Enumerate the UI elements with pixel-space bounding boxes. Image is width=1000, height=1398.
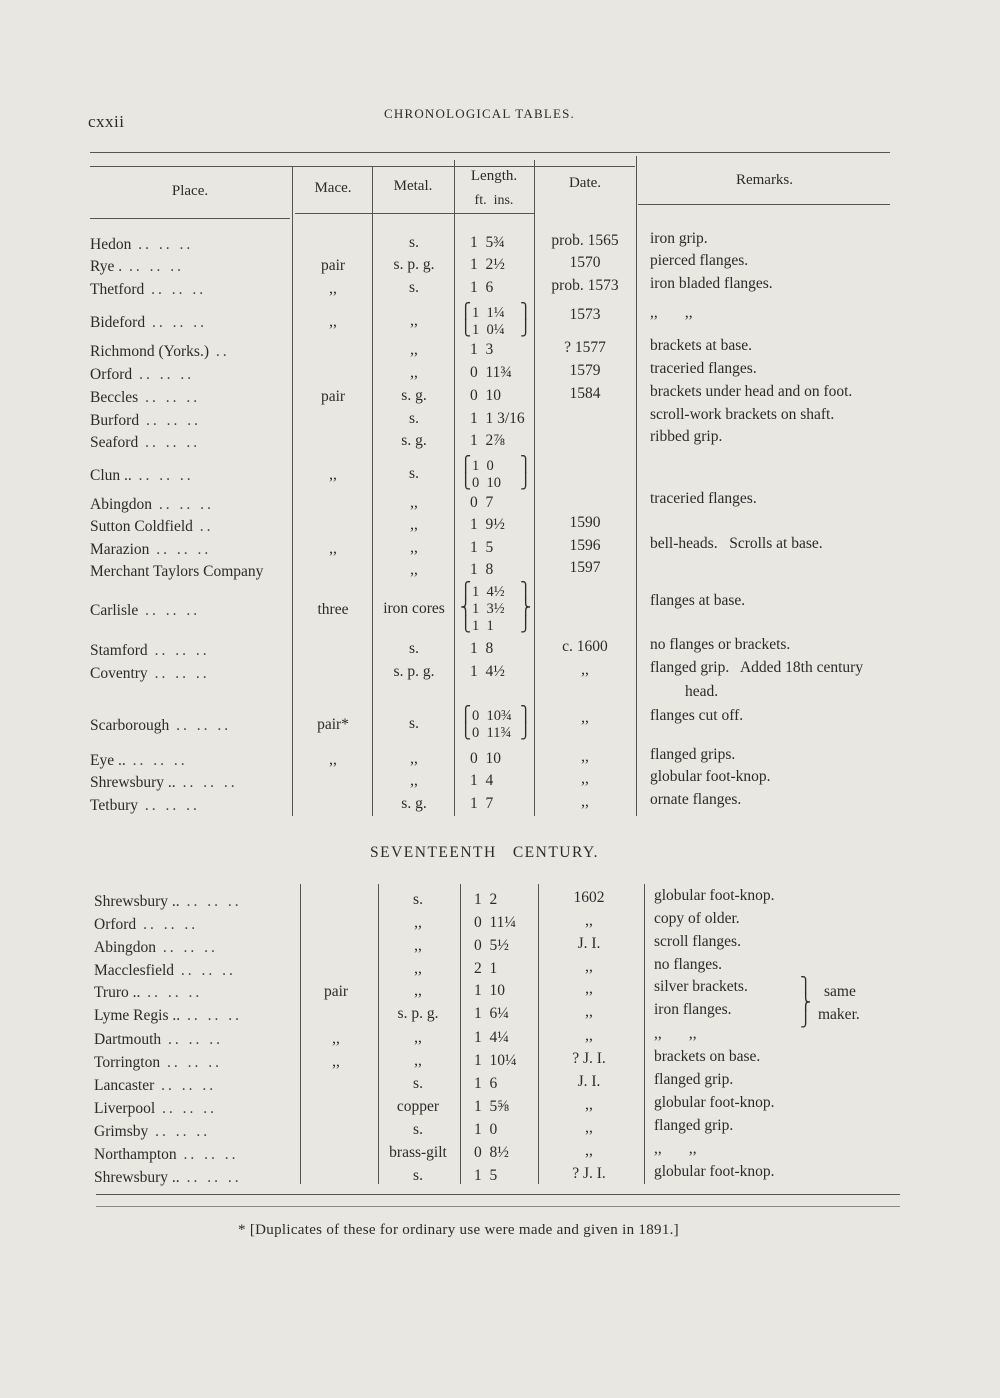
table-row-length: 0 10¾ <box>472 707 512 724</box>
table-row-remarks: ,, ,, <box>650 304 693 321</box>
table-row-length: 1 8 <box>470 640 494 657</box>
leader-dots: .. .. .. <box>131 236 194 253</box>
table-row-length: 0 10 <box>470 387 501 404</box>
table-row-metal: ,, <box>410 494 418 511</box>
length-brace: ⎧ ⎩ <box>460 706 472 740</box>
table-row-remarks: globular foot-knop. <box>650 768 771 785</box>
table-row-date: 1596 <box>569 537 601 554</box>
table-row-place: Carlisle .. .. .. <box>90 602 201 619</box>
section-title: SEVENTEENTH CENTURY. <box>370 844 600 861</box>
table-row-place: Eye .. .. .. .. <box>90 752 188 769</box>
table-row-remarks: no flanges. <box>654 956 723 973</box>
length-brace: ⎧ ⎩ <box>460 456 472 490</box>
leader-dots: .. <box>192 518 214 535</box>
table-row-place: Beccles .. .. .. <box>90 389 201 406</box>
table-row-date: ,, <box>585 1119 593 1136</box>
table-row-place: Abingdon .. .. .. <box>94 939 218 956</box>
table-row-metal: ,, <box>414 914 422 931</box>
table-row-metal: s. <box>409 640 419 657</box>
length-brace: ⎫ ⎭ <box>520 456 532 490</box>
table-row-metal: ,, <box>414 1052 422 1069</box>
table-row-metal: s. g. <box>401 795 427 812</box>
table-row-place: Northampton .. .. .. <box>94 1146 239 1163</box>
table-row-remarks: ,, ,, <box>654 1140 697 1157</box>
table-row-place: Hedon .. .. .. <box>90 236 194 253</box>
table-row-metal: iron cores <box>383 600 445 617</box>
table-row-place: Truro .. .. .. .. <box>94 984 203 1001</box>
table-row-metal: ,, <box>410 516 418 533</box>
table-row-metal: s. <box>409 234 419 251</box>
table-row-remarks: brackets at base. <box>650 337 752 354</box>
leader-dots: .. .. .. <box>132 366 195 383</box>
table-row-date: ,, <box>581 793 589 810</box>
table-row-length: 0 5½ <box>474 937 509 954</box>
table-row-date: ,, <box>585 1142 593 1159</box>
table-row-date: ,, <box>581 661 589 678</box>
table-row-place: Shrewsbury .. .. .. .. <box>94 893 242 910</box>
header-place: Place. <box>171 183 209 199</box>
table-row-date: 1573 <box>569 306 601 323</box>
leader-dots: .. .. .. <box>154 1077 217 1094</box>
table-row-length: 1 9½ <box>470 516 505 533</box>
table-row-length: 1 6¼ <box>474 1005 509 1022</box>
table-row-place: Shrewsbury .. .. .. .. <box>94 1169 242 1186</box>
table-row-remarks: traceried flanges. <box>650 490 757 507</box>
leader-dots: .. .. .. <box>136 916 199 933</box>
col17-divider-3 <box>460 884 461 1184</box>
table-row-metal: ,, <box>410 750 418 767</box>
table-row-mace: ,, <box>329 466 337 483</box>
table-row-remarks: bell-heads. Scrolls at base. <box>650 535 823 552</box>
leader-dots: .. .. .. <box>131 467 194 484</box>
leader-dots: .. .. .. <box>147 665 210 682</box>
table-row-metal: ,, <box>410 539 418 556</box>
table-row-place: Macclesfield .. .. .. <box>94 962 236 979</box>
table-row-date: ,, <box>585 958 593 975</box>
leader-dots: .. .. .. <box>180 1007 242 1024</box>
table-row-remarks: ornate flanges. <box>650 791 742 808</box>
table-row-metal: ,, <box>410 561 418 578</box>
table-row-mace: pair <box>323 983 349 1000</box>
table-row-date: ,, <box>581 709 589 726</box>
table-row-place: Tetbury .. .. .. <box>90 797 200 814</box>
table-row-length: 1 0 <box>472 457 494 474</box>
length-brace: ⎧ ⎨ ⎩ <box>460 583 472 633</box>
table-row-metal: ,, <box>410 341 418 358</box>
length-brace: ⎧ ⎩ <box>460 303 472 337</box>
table-row-date: ,, <box>585 1003 593 1020</box>
table-row-length: 1 0¼ <box>472 321 505 338</box>
table-row-length: 1 3 <box>470 341 494 358</box>
table-row-date: c. 1600 <box>562 638 608 655</box>
table-row-remarks: scroll flanges. <box>654 933 741 950</box>
same-maker-brace: ⎫ ⎬ ⎭ <box>800 978 812 1028</box>
table-row-mace: pair* <box>317 716 349 733</box>
table-row-metal: s. <box>413 1075 423 1092</box>
top-rule <box>90 152 890 153</box>
header-remarks: Remarks. <box>735 172 794 188</box>
table-row-metal: s. p. g. <box>393 256 435 273</box>
table-row-length: 1 5¾ <box>470 234 505 251</box>
table-row-date: ,, <box>585 1096 593 1113</box>
table-row-place: Abingdon .. .. .. <box>90 496 214 513</box>
bottom-rule <box>96 1194 900 1195</box>
table-row-remarks: flanged grips. <box>650 746 736 763</box>
table-row-length: 1 5 <box>474 1167 498 1184</box>
table-row-place: Lyme Regis .. .. .. .. <box>94 1007 242 1024</box>
table-row-remarks: globular foot-knop. <box>654 1094 775 1111</box>
leader-dots: .. .. .. <box>139 412 201 429</box>
table-row-length: 1 2⅞ <box>470 432 505 449</box>
table-row-remarks: pierced flanges. <box>650 252 749 269</box>
leader-dots: .. .. .. <box>138 602 201 619</box>
table-row-mace: ,, <box>329 751 337 768</box>
table-row-date: 1590 <box>569 514 601 531</box>
running-title: CHRONOLOGICAL TABLES. <box>384 106 575 121</box>
table-row-mace: pair <box>320 388 346 405</box>
footnote: * [Duplicates of these for ordinary use were made and given in 1891.] <box>238 1222 679 1238</box>
table-row-place: Stamford .. .. .. <box>90 642 210 659</box>
leader-dots: .. <box>209 343 230 360</box>
header-rule-left <box>90 166 635 167</box>
table-row-length: 1 3½ <box>472 601 505 617</box>
table-row-metal: copper <box>396 1098 440 1115</box>
table-row-place: Burford .. .. .. <box>90 412 201 429</box>
leader-dots: .. .. .. <box>156 939 218 956</box>
table-row-place: Rye . .. .. .. <box>90 258 184 275</box>
table-row-date: J. I. <box>577 1073 601 1090</box>
table-row-place: Richmond (Yorks.) .. <box>90 343 230 360</box>
table-row-remarks: copy of older. <box>654 910 740 927</box>
table-row-remarks: brackets under head and on foot. <box>650 383 853 400</box>
table-row-length: 1 4½ <box>472 584 505 600</box>
table-row-mace: ,, <box>329 313 337 330</box>
table-row-date: 1579 <box>569 362 601 379</box>
table-row-metal: ,, <box>414 960 422 977</box>
table-row-length: 0 11¾ <box>470 364 513 381</box>
table-row-remarks: globular foot-knop. <box>654 1163 775 1180</box>
table-row-metal: s. <box>413 891 423 908</box>
leader-dots: .. .. .. <box>179 1169 242 1186</box>
table-row-metal: s. <box>409 465 419 482</box>
table-row-place: Marazion .. .. .. <box>90 541 212 558</box>
table-row-date: ,, <box>581 770 589 787</box>
table-row-length: 0 8½ <box>474 1144 509 1161</box>
leader-dots: .. .. .. <box>169 717 232 734</box>
table-row-place: Grimsby .. .. .. <box>94 1123 211 1140</box>
table-row-remarks: flanged grip. <box>654 1071 734 1088</box>
table-row-length: 1 4½ <box>470 663 505 680</box>
table-row-metal: s. g. <box>401 432 427 449</box>
length-brace: ⎫ ⎭ <box>520 303 532 337</box>
table-row-date: ? J. I. <box>572 1165 606 1182</box>
table-row-metal: s. <box>409 715 419 732</box>
table-row-metal: ,, <box>414 1029 422 1046</box>
table-row-length: 2 1 <box>474 960 498 977</box>
table-row-place: Bideford .. .. .. <box>90 314 207 331</box>
table-row-length: 1 2 <box>474 891 498 908</box>
header-bottom-rule-mid <box>295 213 535 214</box>
table-row-mace: ,, <box>332 1030 340 1047</box>
table-row-length: 0 10 <box>470 750 501 767</box>
leader-dots: .. .. .. <box>161 1031 224 1048</box>
leader-dots: .. .. .. <box>179 893 242 910</box>
table-row-date: prob. 1565 <box>551 232 619 249</box>
table-row-date: ,, <box>585 980 593 997</box>
table-row-remarks-cont: head. <box>685 683 719 700</box>
table-row-date: ,, <box>585 1027 593 1044</box>
table-row-place: Seaford .. .. .. <box>90 434 201 451</box>
table-row-metal: s. p. g. <box>397 1005 439 1022</box>
table-row-remarks: iron bladed flanges. <box>650 275 773 292</box>
table-row-metal: s. <box>413 1121 423 1138</box>
leader-dots: .. .. .. <box>125 752 188 769</box>
leader-dots: .. .. .. <box>176 1146 239 1163</box>
table-row-date: ? 1577 <box>564 339 606 356</box>
table-row-metal: ,, <box>414 982 422 999</box>
table-row-place: Sutton Coldfield .. <box>90 518 214 535</box>
table-row-remarks: flanged grip. <box>654 1117 734 1134</box>
table-row-remarks: iron flanges. <box>654 1001 732 1018</box>
bottom-rule-2 <box>96 1206 900 1207</box>
same-maker-line-2: maker. <box>818 1006 860 1023</box>
table-row-place: Merchant Taylors Company <box>90 563 264 580</box>
table-row-date: ,, <box>585 912 593 929</box>
table-row-metal: s. g. <box>401 387 427 404</box>
table-row-date: 1597 <box>569 559 601 576</box>
page-folio: cxxii <box>88 112 125 131</box>
leader-dots: .. .. .. <box>138 389 201 406</box>
header-length-units: ft. ins. <box>474 193 514 208</box>
table-row-date: J. I. <box>577 935 601 952</box>
table-row-length: 1 1 <box>472 618 494 634</box>
table-row-mace: ,, <box>332 1053 340 1070</box>
table-row-remarks: ribbed grip. <box>650 428 723 445</box>
table-row-metal: s. p. g. <box>393 663 435 680</box>
leader-dots: .. .. .. <box>122 258 184 275</box>
table-row-length: 1 4 <box>470 772 494 789</box>
table-row-place: Shrewsbury .. .. .. .. <box>90 774 238 791</box>
leader-dots: .. .. .. <box>148 1123 211 1140</box>
leader-dots: .. .. .. <box>149 541 212 558</box>
length-brace: ⎫ ⎬ ⎭ <box>520 583 532 633</box>
header-mace: Mace. <box>314 180 352 196</box>
header-bottom-rule-remarks <box>638 204 890 205</box>
table-row-length: 1 0 <box>474 1121 498 1138</box>
table-row-mace: ,, <box>329 540 337 557</box>
leader-dots: .. .. .. <box>140 984 203 1001</box>
table-row-length: 1 6 <box>474 1075 498 1092</box>
table-row-remarks: globular foot-knop. <box>654 887 775 904</box>
table-row-metal: ,, <box>410 772 418 789</box>
table-row-place: Coventry .. .. .. <box>90 665 210 682</box>
col17-divider-5 <box>644 884 645 1184</box>
table-row-date: ? J. I. <box>572 1050 606 1067</box>
table-row-length: 1 8 <box>470 561 494 578</box>
header-metal: Metal. <box>393 178 433 194</box>
length-brace: ⎫ ⎭ <box>520 706 532 740</box>
leader-dots: .. .. .. <box>174 962 236 979</box>
table-row-remarks: silver brackets. <box>654 978 748 995</box>
table-row-length: 1 4¼ <box>474 1029 509 1046</box>
table-row-length: 1 1 3/16 <box>470 410 525 427</box>
table-row-place: Scarborough .. .. .. <box>90 717 232 734</box>
col-divider-5 <box>636 156 637 816</box>
table-row-length: 1 5⅝ <box>474 1098 509 1115</box>
leader-dots: .. .. .. <box>155 1100 217 1117</box>
table-row-date: 1584 <box>569 385 601 402</box>
table-row-length: 1 5 <box>470 539 494 556</box>
table-row-place: Torrington .. .. .. <box>94 1054 222 1071</box>
table-row-place: Orford .. .. .. <box>90 366 195 383</box>
table-row-length: 1 10¼ <box>474 1052 517 1069</box>
table-row-length: 1 10 <box>474 982 505 999</box>
leader-dots: .. .. .. <box>137 797 200 814</box>
table-row-mace: three <box>317 601 349 618</box>
table-row-length: 1 7 <box>470 795 494 812</box>
table-row-length: 0 11¾ <box>472 724 512 741</box>
table-row-metal: s. <box>413 1167 423 1184</box>
table-row-metal: brass-gilt <box>389 1144 447 1161</box>
header-length: Length. <box>470 168 518 184</box>
same-maker-line-1: same <box>824 983 856 1000</box>
table-row-metal: ,, <box>410 312 418 329</box>
table-row-date: 1602 <box>573 889 605 906</box>
table-row-length: 1 6 <box>470 279 494 296</box>
table-row-remarks: iron grip. <box>650 230 708 247</box>
table-row-length: 0 7 <box>470 494 494 511</box>
table-row-place: Clun .. .. .. .. <box>90 467 194 484</box>
table-row-remarks: scroll-work brackets on shaft. <box>650 406 835 423</box>
table-row-place: Orford .. .. .. <box>94 916 199 933</box>
table-row-remarks: brackets on base. <box>654 1048 761 1065</box>
table-row-length: 0 10 <box>472 474 501 491</box>
table-row-remarks: flanges at base. <box>650 592 746 609</box>
table-row-mace: ,, <box>329 280 337 297</box>
table-row-place: Lancaster .. .. .. <box>94 1077 217 1094</box>
table-row-place: Liverpool .. .. .. <box>94 1100 217 1117</box>
leader-dots: .. .. .. <box>147 642 210 659</box>
table-row-length: 0 11¼ <box>474 914 517 931</box>
table-row-metal: ,, <box>414 937 422 954</box>
header-date: Date. <box>568 175 602 191</box>
table-row-remarks: no flanges or brackets. <box>650 636 791 653</box>
table-row-remarks: flanged grip. Added 18th century <box>650 659 864 676</box>
table-row-length: 1 2½ <box>470 256 505 273</box>
col-divider-3 <box>454 160 455 816</box>
leader-dots: .. .. .. <box>138 434 201 451</box>
table-row-date: prob. 1573 <box>551 277 619 294</box>
table-row-metal: s. <box>409 410 419 427</box>
table-row-length: 1 1¼ <box>472 304 505 321</box>
leader-dots: .. .. .. <box>160 1054 222 1071</box>
table-row-mace: pair <box>320 257 346 274</box>
table-row-remarks: ,, ,, <box>654 1025 697 1042</box>
table-row-metal: ,, <box>410 364 418 381</box>
leader-dots: .. .. .. <box>145 314 207 331</box>
table-row-remarks: traceried flanges. <box>650 360 757 377</box>
table-row-date: 1570 <box>569 254 601 271</box>
leader-dots: .. .. .. <box>152 496 214 513</box>
leader-dots: .. .. .. <box>175 774 238 791</box>
header-bottom-rule-place <box>90 218 290 219</box>
table-row-date: ,, <box>581 748 589 765</box>
table-row-place: Thetford .. .. .. <box>90 281 207 298</box>
leader-dots: .. .. .. <box>144 281 207 298</box>
table-row-place: Dartmouth .. .. .. <box>94 1031 224 1048</box>
table-row-metal: s. <box>409 279 419 296</box>
table-row-remarks: flanges cut off. <box>650 707 744 724</box>
